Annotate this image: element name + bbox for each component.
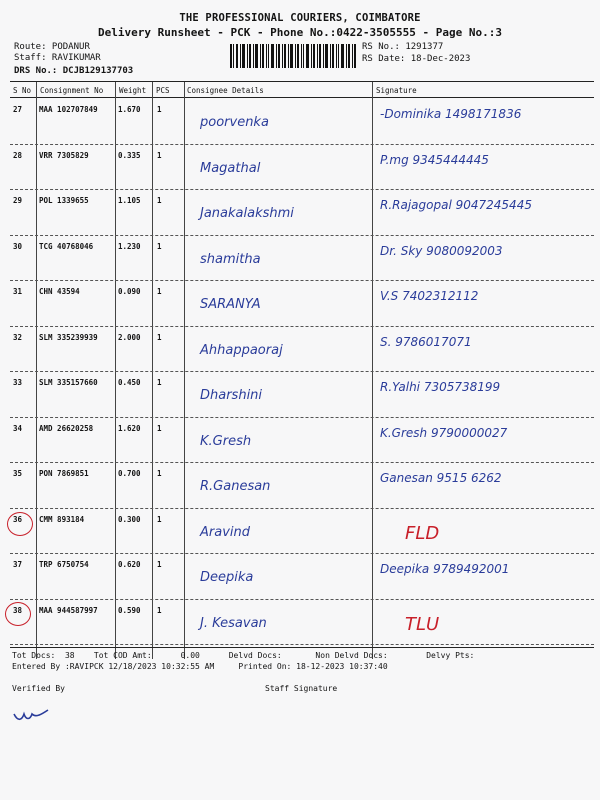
- row-separator: [10, 599, 594, 600]
- row-consignment-no: SLM 335157660: [39, 378, 98, 387]
- row-signature-handwritten: P.mg 9345444445: [380, 152, 489, 167]
- row-sno: 33: [13, 378, 23, 387]
- row-signature-handwritten: FLD: [405, 522, 440, 544]
- row-separator: [10, 462, 594, 463]
- row-pcs: 1: [157, 105, 162, 114]
- row-sno: 27: [13, 105, 23, 114]
- row-consignee-handwritten: poorvenka: [200, 115, 269, 130]
- row-consignment-no: VRR 7305829: [39, 150, 89, 160]
- row-sno: 36: [13, 514, 23, 524]
- verifier-signature-scribble: [12, 704, 52, 724]
- row-signature-handwritten: Dr. Sky 9080092003: [380, 243, 503, 258]
- row-pcs: 1: [157, 287, 162, 296]
- red-circle-mark: [5, 602, 31, 626]
- row-pcs: 1: [157, 560, 162, 569]
- row-weight: 2.000: [118, 332, 141, 342]
- row-sno: 37: [13, 560, 23, 569]
- row-consignee-handwritten: SARANYA: [200, 297, 261, 312]
- row-signature-handwritten: R.Rajagopal 9047245445: [380, 198, 532, 212]
- drs-number: DRS No.: DCJB129137703: [14, 66, 134, 76]
- row-pcs: 1: [157, 150, 162, 160]
- row-consignee-handwritten: Janakalakshmi: [200, 206, 294, 221]
- route-label: Route: PODANUR: [14, 42, 90, 52]
- row-weight: 0.090: [118, 287, 141, 296]
- row-separator: [10, 417, 594, 418]
- row-sno: 28: [13, 150, 23, 160]
- column-header-pcs: PCS: [156, 86, 170, 95]
- row-weight: 0.700: [118, 469, 141, 478]
- column-header-consignment: Consignment No: [40, 86, 104, 95]
- row-separator: [10, 644, 594, 645]
- row-separator: [10, 553, 594, 554]
- entered-printed-line: Entered By :RAVIPCK 12/18/2023 10:32:55 AM Printed On: 18-12-2023 10:37:40: [12, 662, 388, 671]
- row-consignee-handwritten: K.Gresh: [200, 433, 252, 449]
- column-header-signature: Signature: [376, 86, 417, 95]
- row-separator: [10, 144, 594, 145]
- row-consignment-no: CMM 893184: [39, 514, 85, 524]
- column-header-weight: Weight: [119, 86, 147, 95]
- row-pcs: 1: [157, 332, 162, 342]
- red-circle-mark: [7, 512, 33, 536]
- row-weight: 0.300: [118, 514, 141, 524]
- row-pcs: 1: [157, 469, 162, 478]
- row-sno: 32: [13, 332, 23, 342]
- row-signature-handwritten: K.Gresh 9790000027: [380, 425, 508, 440]
- row-consignment-no: POL 1339655: [39, 196, 89, 205]
- row-separator: [10, 280, 594, 281]
- row-sno: 30: [13, 241, 23, 251]
- row-weight: 1.105: [118, 196, 141, 205]
- row-consignment-no: TRP 6750754: [39, 560, 89, 569]
- verified-by-label: Verified By: [12, 684, 65, 693]
- row-consignee-handwritten: Ahhappaoraj: [200, 342, 283, 358]
- row-weight: 0.590: [118, 605, 141, 615]
- runsheet-subtitle: Delivery Runsheet - PCK - Phone No.:0422-3505555 - Page No.:3: [98, 26, 502, 39]
- company-title: THE PROFESSIONAL COURIERS, COIMBATORE: [179, 12, 421, 24]
- row-signature-handwritten: Ganesan 9515 6262: [380, 471, 502, 485]
- row-sno: 35: [13, 469, 23, 478]
- row-weight: 0.450: [118, 378, 141, 387]
- row-consignment-no: MAA 944587997: [39, 605, 98, 615]
- row-consignment-no: SLM 335239939: [39, 332, 98, 342]
- row-consignment-no: AMD 26620258: [39, 423, 94, 433]
- row-sno: 34: [13, 423, 23, 433]
- row-weight: 1.670: [118, 105, 141, 114]
- row-consignee-handwritten: Aravind: [200, 524, 251, 540]
- staff-signature-label: Staff Signature: [265, 684, 338, 693]
- row-consignee-handwritten: R.Ganesan: [200, 479, 271, 494]
- row-pcs: 1: [157, 241, 162, 251]
- row-separator: [10, 189, 594, 190]
- table-header-rule: [10, 97, 594, 98]
- row-sno: 38: [13, 605, 23, 615]
- row-signature-handwritten: Deepika 9789492001: [380, 562, 510, 576]
- row-pcs: 1: [157, 378, 162, 387]
- barcode-image: [230, 44, 356, 68]
- row-consignment-no: CHN 43594: [39, 287, 80, 296]
- row-signature-handwritten: R.Yalhi 7305738199: [380, 380, 501, 394]
- row-signature-handwritten: V.S 7402312112: [380, 289, 479, 303]
- row-consignee-handwritten: Magathal: [200, 160, 261, 176]
- row-weight: 0.335: [118, 150, 141, 160]
- row-separator: [10, 371, 594, 372]
- row-signature-handwritten: -Dominika 1498171836: [380, 107, 522, 121]
- column-header-consignee: Consignee Details: [187, 86, 264, 95]
- column-header-sno: S No: [13, 86, 32, 95]
- row-pcs: 1: [157, 514, 162, 524]
- footer-rule: [10, 647, 594, 648]
- row-sno: 29: [13, 196, 23, 205]
- staff-label: Staff: RAVIKUMAR: [14, 53, 101, 63]
- row-consignee-handwritten: Deepika: [200, 570, 254, 585]
- row-consignment-no: TCG 40768046: [39, 241, 94, 251]
- row-sno: 31: [13, 287, 23, 296]
- table-top-rule: [10, 81, 594, 82]
- row-pcs: 1: [157, 196, 162, 205]
- row-weight: 0.620: [118, 560, 141, 569]
- rs-number: RS No.: 1291377: [362, 42, 444, 52]
- row-weight: 1.620: [118, 423, 141, 433]
- row-pcs: 1: [157, 423, 162, 433]
- totals-line: Tot Docs: 38 Tot COD Amt: 0.00 Delvd Docs: Non Delvd Docs: Delvy Pts:: [12, 651, 475, 660]
- row-consignee-handwritten: J. Kesavan: [200, 615, 267, 631]
- row-consignee-handwritten: Dharshini: [200, 388, 263, 403]
- row-separator: [10, 508, 594, 509]
- row-consignment-no: PON 7869851: [39, 469, 89, 478]
- row-consignment-no: MAA 102707849: [39, 105, 98, 114]
- row-signature-handwritten: TLU: [405, 613, 440, 635]
- row-separator: [10, 326, 594, 327]
- rs-date: RS Date: 18-Dec-2023: [362, 54, 471, 64]
- row-pcs: 1: [157, 605, 162, 615]
- row-signature-handwritten: S. 9786017071: [380, 334, 472, 349]
- row-consignee-handwritten: shamitha: [200, 251, 261, 267]
- row-weight: 1.230: [118, 241, 141, 251]
- row-separator: [10, 235, 594, 236]
